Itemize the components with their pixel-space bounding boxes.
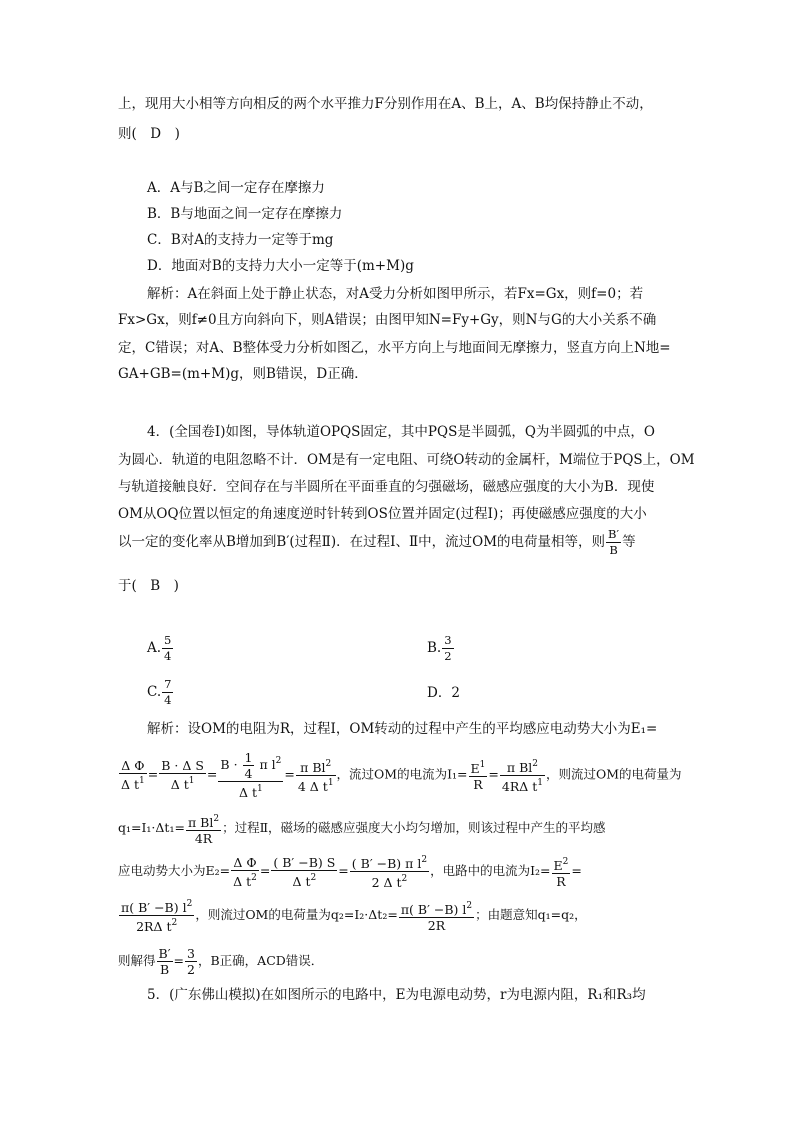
q4-stem-line-3: 与轨道接触良好．空间存在与半圆所在平面垂直的匀强磁场，磁感应强度的大小为B．现使 <box>118 479 655 495</box>
q3-option-b: B．B与地面之间一定存在摩擦力 <box>147 206 343 222</box>
q4-option-a-num: 5 <box>164 633 172 647</box>
q4-analysis-line-2: $\frac{\text{Δ Φ}}{\Delta t^1}$ = $\frac{\text{B · Δ S}}{\Delta t^1}$ = B · $\frac{1}{4}$ π $l^2$ Δ $t^1$ = $\frac{\pi Bl^2}{4 \Delta t^1}$ ，流过OM的电流为I₁= $\frac{E^1}{R}$ = $\frac{\pi Bl^2}{4R\Delta t^1}$ ，则流过OM的电荷量为 <box>121 750 682 800</box>
q4-analysis-line-6-text-2: ，B正确，ACD错误． <box>197 953 324 968</box>
q4-option-b-num: 3 <box>444 633 452 647</box>
q4-analysis-line-4-text-1: 应电动势大小为E₂= <box>118 863 231 878</box>
emf2-frac-a: $\frac{\text{Δ Φ}}{\Delta t^2}$ <box>233 854 257 889</box>
q4-analysis-line-4-text-2: ，电路中的电流为I₂= <box>430 863 551 878</box>
emf2-frac-c: $\frac{( B' -B) \pi l^2}{2 \Delta t^2}$ <box>351 855 428 890</box>
q3-analysis-line-3: 定，C错误；对A、B整体受力分析如图乙，水平方向上与地面间无摩擦力，竖直方向上N地= <box>118 340 671 356</box>
q4-ratio-den: B <box>609 543 618 557</box>
q4-option-c-fraction <box>162 677 173 708</box>
q4-option-b <box>427 630 455 666</box>
q4-analysis-line-3-text-2: ；过程Ⅱ，磁场的磁感应强度大小均匀增加，则该过程中产生的平均感 <box>222 820 606 835</box>
q4-stem-line-4: OM从OQ位置以恒定的角速度逆时针转到OS位置并固定(过程Ⅰ)；再使磁感应强度的大小 <box>118 506 647 522</box>
q3-analysis-line-4: GA+GB=(m+M)g，则B错误，D正确． <box>118 366 368 382</box>
q4-analysis-line-1: 解析：设OM的电阻为R，过程Ⅰ，OM转动的过程中产生的平均感应电动势大小为E₁= <box>147 721 658 737</box>
q4-analysis-line-6-text-1: 则解得 <box>118 953 156 968</box>
q4-option-a-fraction <box>162 633 173 664</box>
current2-frac: $\frac{E^2}{R}$ <box>553 856 569 889</box>
q4-option-c-den: 4 <box>164 693 172 707</box>
q4-analysis-line-5-text-2: ；由题意知q₁=q₂， <box>475 907 587 922</box>
q4-option-c <box>147 674 174 710</box>
q4-ratio-num: B′ <box>608 527 620 541</box>
q4-option-a <box>147 630 174 666</box>
q3-option-a: A．A与B之间一定存在摩擦力 <box>147 180 325 196</box>
result-frac-a: $\frac{B'}{B}$ <box>158 946 171 977</box>
q4-analysis-line-4: 应电动势大小为E₂= $\frac{\text{Δ Φ}}{\Delta t^2}$ = $\frac{( B' -B) S}{\Delta t^2}$ = $\frac{( B' -B) \pi l^2}{2 \Delta t^2}$ ，电路中的电流为I₂= $\frac{E^2}{R}$ = <box>118 854 582 890</box>
q4-option-c-label: C. <box>147 684 162 700</box>
current1-frac-b: $\frac{\pi Bl^2}{4R\Delta t^1}$ <box>501 758 543 794</box>
emf1-frac-d: $\frac{\pi Bl^2}{4 \Delta t^1}$ <box>297 758 334 794</box>
q4-stem-line-5-end: 等 <box>622 534 636 550</box>
q4-option-b-fraction <box>442 633 453 664</box>
q4-analysis-line-2-text-2: ，则流过OM的电荷量为 <box>546 766 682 782</box>
q4-analysis-line-5 <box>118 894 587 936</box>
current1-frac-a: $\frac{E^1}{R}$ <box>470 760 486 792</box>
current2-frac-b: $\frac{\pi( B' -B) l^2}{2R\Delta t^2}$ <box>121 899 193 934</box>
q4-answer-line: 于( B ) <box>118 578 179 594</box>
q4-option-c-num: 7 <box>164 677 172 691</box>
q4-analysis-line-3 <box>118 808 606 848</box>
emf2-frac-b: $\frac{( B' -B) S}{\Delta t^2}$ <box>273 854 336 889</box>
q3-analysis-line-2: Fx>Gx，则f≠0且方向斜向下，则A错误；由图甲知N=Fy+Gy，则N与G的大小关系不确 <box>118 312 657 328</box>
q4-option-d: D．2 <box>427 685 460 701</box>
q4-option-a-den: 4 <box>164 649 172 663</box>
q4-option-b-label: B. <box>427 640 442 656</box>
q4-analysis-line-2-text-1: ，流过OM的电流为I₁= <box>336 766 468 782</box>
result-frac-b: $\frac{3}{2}$ <box>187 946 195 977</box>
q4-stem-line-5 <box>118 527 636 558</box>
emf1-frac-c: B · $\frac{1}{4}$ π $l^2$ Δ $t^1$ <box>220 750 282 800</box>
q4-analysis-line-6: 则解得 $\frac{B'}{B}$ = $\frac{3}{2}$ ，B正确，ACD错误． <box>118 946 324 977</box>
q4-stem-line-5-text: 以一定的变化率从B增加到B′(过程Ⅱ)．在过程Ⅰ、Ⅱ中，流过OM的电荷量相等，则 <box>118 534 606 550</box>
charge1-frac: $\frac{\pi Bl^2}{4R}$ <box>187 813 220 846</box>
q4-analysis-line-3-text-1: q₁=I₁·Δt₁= <box>118 820 185 835</box>
q4-stem-line-2: 为圆心．轨道的电阻忽略不计．OM是有一定电阻、可绕O转动的金属杆，M端位于PQS上，OM <box>118 452 695 468</box>
q5-stem-line-1: 5．(广东佛山模拟)在如图所示的电路中，E为电源电动势，r为电源内阻，R₁和R₃均 <box>147 987 646 1003</box>
q4-option-a-label: A. <box>147 640 162 656</box>
q3-analysis-line-1: 解析：A在斜面上处于静止状态，对A受力分析如图甲所示，若Fx=Gx，则f=0；若 <box>147 286 644 302</box>
q3-stem-continuation: 上，现用大小相等方向相反的两个水平推力F分别作用在A、B上，A、B均保持静止不动， <box>118 96 653 112</box>
q3-answer-line: 则( D ) <box>118 126 180 142</box>
q3-option-d: D．地面对B的支持力大小一定等于(m+M)g <box>147 258 414 274</box>
emf1-frac-b: $\frac{\text{B · Δ S}}{\Delta t^1}$ <box>161 758 204 792</box>
q4-ratio-fraction <box>606 527 621 558</box>
charge2-frac: $\frac{\pi( B' -B) l^2}{2R}$ <box>400 900 473 933</box>
q4-option-b-den: 2 <box>444 649 452 663</box>
q3-option-c: C．B对A的支持力一定等于mg <box>147 232 334 248</box>
q4-analysis-line-5-text-1: ，则流过OM的电荷量为q₂=I₂·Δt₂= <box>195 907 398 922</box>
q4-stem-line-1: 4．(全国卷Ⅰ)如图，导体轨道OPQS固定，其中PQS是半圆弧，Q为半圆弧的中点，O <box>147 424 655 440</box>
emf1-frac-a: $\frac{\text{Δ Φ}}{\Delta t^1}$ <box>121 758 145 792</box>
